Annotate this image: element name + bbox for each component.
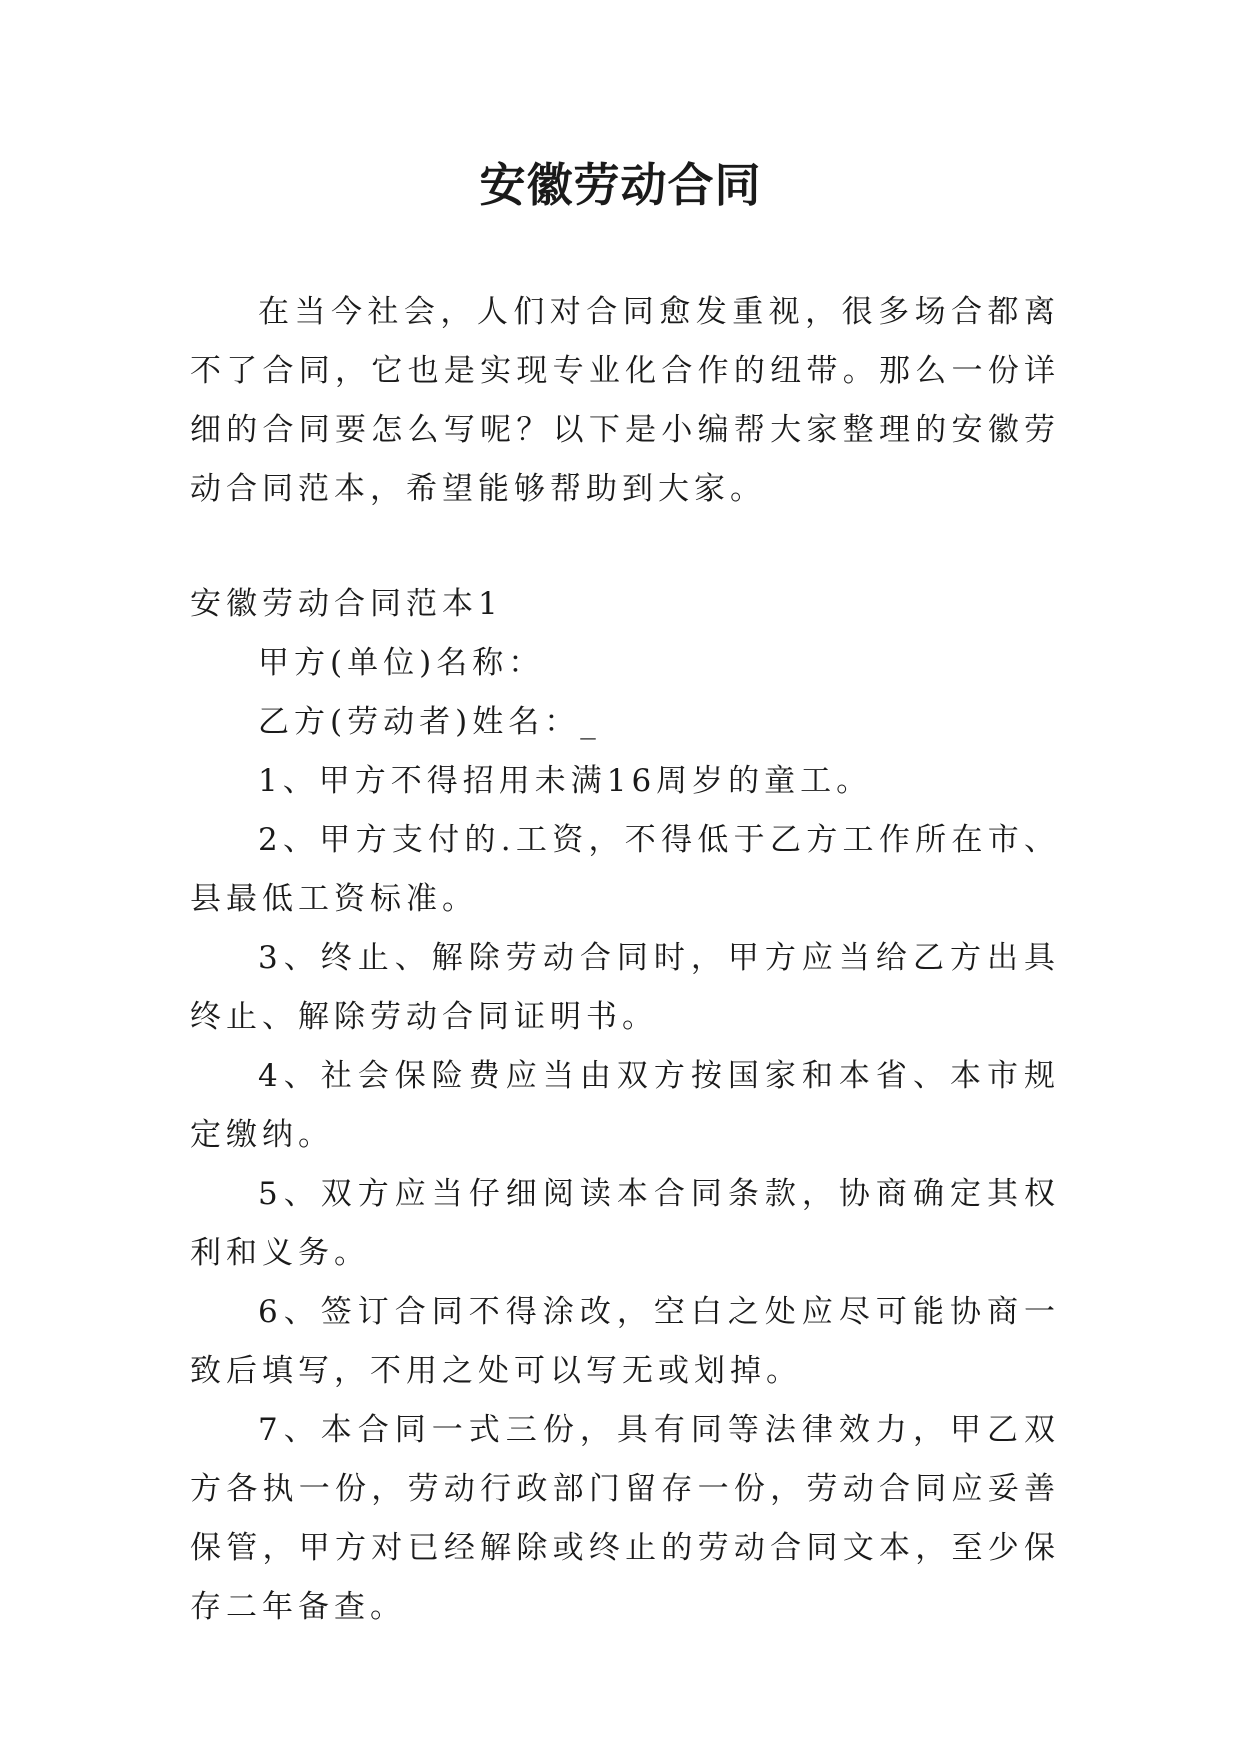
document-title: 安徽劳动合同 bbox=[479, 158, 762, 212]
intro-paragraph: 在当今社会，人们对合同愈发重视，很多场合都离不了合同，它也是实现专业化合作的纽带。那么一份详细的合同要怎么写呢？以下是小编帮大家整理的安徽劳动合同范本，希望能够帮助到大家。 bbox=[190, 294, 1060, 507]
clause-6: 6、签订合同不得涂改，空白之处应尽可能协商一致后填写，不用之处可以写无或划掉。 bbox=[190, 1294, 1060, 1389]
party-a-line: 甲方(单位)名称： bbox=[258, 645, 545, 681]
clause-7: 7、本合同一式三份，具有同等法律效力，甲乙双方各执一份，劳动行政部门留存一份，劳动合同应妥善保管，甲方对已经解除或终止的劳动合同文本，至少保存二年备查。 bbox=[190, 1412, 1060, 1625]
clause-5: 5、双方应当仔细阅读本合同条款，协商确定其权利和义务。 bbox=[190, 1176, 1060, 1271]
clause-4: 4、社会保险费应当由双方按国家和本省、本市规定缴纳。 bbox=[190, 1058, 1060, 1153]
document-body bbox=[190, 283, 1060, 1637]
section-heading: 安徽劳动合同范本1 bbox=[190, 586, 503, 622]
clause-1: 1、甲方不得招用未满16周岁的童工。 bbox=[258, 763, 873, 799]
spacer bbox=[190, 519, 1060, 575]
party-b-line: 乙方(劳动者)姓名：_ bbox=[258, 704, 601, 740]
clause-2: 2、甲方支付的.工资，不得低于乙方工作所在市、县最低工资标准。 bbox=[190, 822, 1060, 917]
clause-3: 3、终止、解除劳动合同时，甲方应当给乙方出具终止、解除劳动合同证明书。 bbox=[190, 940, 1060, 1035]
